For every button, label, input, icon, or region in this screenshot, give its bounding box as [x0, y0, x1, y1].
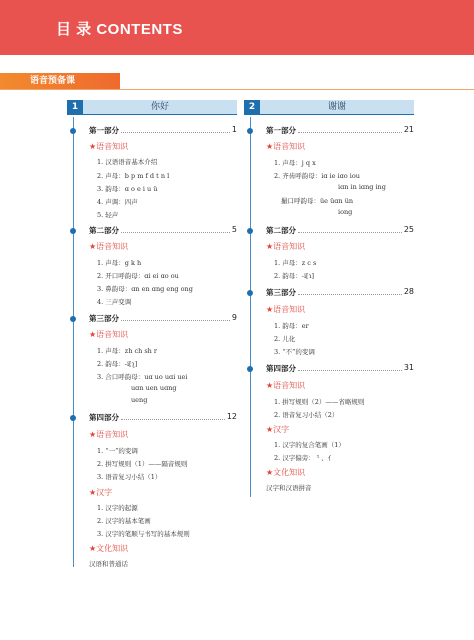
star-icon: ★ [266, 142, 274, 151]
lesson-number: 1 [67, 100, 83, 114]
lesson-title: 你好 [150, 102, 169, 112]
list-item: ueng [131, 396, 148, 404]
lesson-2-column [244, 100, 414, 492]
star-icon: ★ [266, 242, 274, 251]
page-number: 28 [403, 287, 414, 296]
list-item: 汉语和普通话 [89, 560, 128, 568]
lesson-1-header[interactable] [67, 100, 237, 115]
timeline-dot [247, 128, 253, 134]
list-item: 3. 汉字的笔顺与书写的基本规则 [97, 530, 190, 538]
timeline-line [250, 117, 251, 497]
part-heading: 第四部分 12 [89, 412, 237, 422]
list-item: 2. 拼写规则（1）——隔音规则 [97, 460, 188, 468]
timeline-dot [70, 128, 76, 134]
section-tag: 语音预备课 [0, 73, 120, 90]
list-item: 2. 声母：b p m f d t n l [97, 172, 170, 180]
timeline-dot [247, 290, 253, 296]
list-item: uɑn uen uɑng [131, 384, 177, 392]
page-number: 5 [231, 225, 237, 234]
page-number: 1 [231, 125, 237, 134]
list-item: 1. 拼写规则（2）——省略规则 [274, 398, 365, 406]
timeline-dot [70, 316, 76, 322]
list-item: 2. 汉字的基本笔画 [97, 517, 151, 525]
category-phonetics: ★语音知识 [89, 242, 129, 251]
part-heading: 第三部分 9 [89, 313, 237, 323]
section-divider [0, 89, 474, 90]
list-item: 3. 鼻韵母：ɑn en ɑng eng ong [97, 285, 193, 293]
list-item: 2. 汉字偏旁：⺀、⺅ [274, 454, 335, 462]
category-phonetics: ★语音知识 [266, 242, 306, 251]
list-item: 3. 语音复习小结（1） [97, 473, 162, 481]
list-item: iɑn in iɑng ing [338, 183, 386, 191]
category-characters: ★汉字 [89, 488, 113, 497]
category-phonetics: ★语音知识 [266, 142, 306, 151]
star-icon: ★ [89, 242, 97, 251]
star-icon: ★ [266, 381, 274, 390]
star-icon: ★ [89, 330, 97, 339]
list-item: 3. 合口呼韵母：uɑ uo uɑi uei [97, 373, 188, 381]
list-item: 4. 三声变调 [97, 298, 132, 306]
category-phonetics: ★语音知识 [89, 330, 129, 339]
list-item: 3. “不”的变调 [274, 348, 315, 356]
list-item: 3. 韵母：ɑ o e i u ü [97, 185, 158, 193]
category-culture: ★文化知识 [266, 468, 306, 477]
list-item: 2. 儿化 [274, 335, 296, 343]
list-item: 2. 开口呼韵母：ɑi ei ɑo ou [97, 272, 179, 280]
star-icon: ★ [89, 488, 97, 497]
category-phonetics: ★语音知识 [89, 430, 129, 439]
part-heading: 第二部分 25 [266, 225, 414, 235]
category-characters: ★汉字 [266, 425, 290, 434]
list-item: 2. 语音复习小结（2） [274, 411, 339, 419]
category-phonetics: ★语音知识 [89, 142, 129, 151]
category-phonetics: ★语音知识 [266, 305, 306, 314]
page-number: 31 [403, 363, 414, 372]
part-heading: 第一部分 21 [266, 125, 414, 135]
list-item: iong [338, 208, 353, 216]
star-icon: ★ [89, 142, 97, 151]
lesson-title: 谢谢 [327, 102, 346, 112]
category-phonetics: ★语音知识 [266, 381, 306, 390]
page-number: 9 [231, 313, 237, 322]
page-number: 21 [403, 125, 414, 134]
timeline-dot [247, 228, 253, 234]
page-number: 12 [226, 412, 237, 421]
star-icon: ★ [89, 544, 97, 553]
star-icon: ★ [266, 425, 274, 434]
header-banner [0, 0, 474, 55]
page-title: 目 录 CONTENTS [56, 21, 183, 38]
list-item: 1. 声母：g k h [97, 259, 142, 267]
part-heading: 第二部分 5 [89, 225, 237, 235]
list-item: 汉字和汉语拼音 [266, 484, 312, 492]
list-item: 4. 声调：四声 [97, 198, 138, 206]
timeline-line [73, 117, 74, 567]
list-item: 1. 声母：z c s [274, 259, 317, 267]
star-icon: ★ [89, 430, 97, 439]
category-culture: ★文化知识 [89, 544, 129, 553]
list-item: 1. 汉语语音基本介绍 [97, 158, 158, 166]
list-item: 2. 韵母：-i[ʅ] [97, 360, 138, 368]
list-item: 5. 轻声 [97, 211, 119, 219]
list-item: 1. 声母：j q x [274, 159, 316, 167]
star-icon: ★ [266, 468, 274, 477]
list-item: 2. 齐齿呼韵母：iɑ ie iɑo iou [274, 172, 360, 180]
lesson-number: 2 [244, 100, 260, 114]
list-item: 1. 声母：zh ch sh r [97, 347, 158, 355]
lesson-1-column [67, 100, 237, 568]
list-item: 1. 韵母：er [274, 322, 309, 330]
timeline-dot [247, 366, 253, 372]
list-item: 1. “一”的变调 [97, 447, 138, 455]
list-item: 撮口呼韵母：üe üɑn ün [281, 197, 354, 205]
timeline-dot [70, 228, 76, 234]
list-item: 1. 汉字的复合笔画（1） [274, 441, 345, 449]
star-icon: ★ [266, 305, 274, 314]
timeline-dot [70, 415, 76, 421]
part-heading: 第一部分 1 [89, 125, 237, 135]
lesson-2-header[interactable] [244, 100, 414, 115]
list-item: 1. 汉字的起源 [97, 504, 138, 512]
page-number: 25 [403, 225, 414, 234]
part-heading: 第四部分 31 [266, 363, 414, 373]
part-heading: 第三部分 28 [266, 287, 414, 297]
list-item: 2. 韵母：-i[ɿ] [274, 272, 315, 280]
